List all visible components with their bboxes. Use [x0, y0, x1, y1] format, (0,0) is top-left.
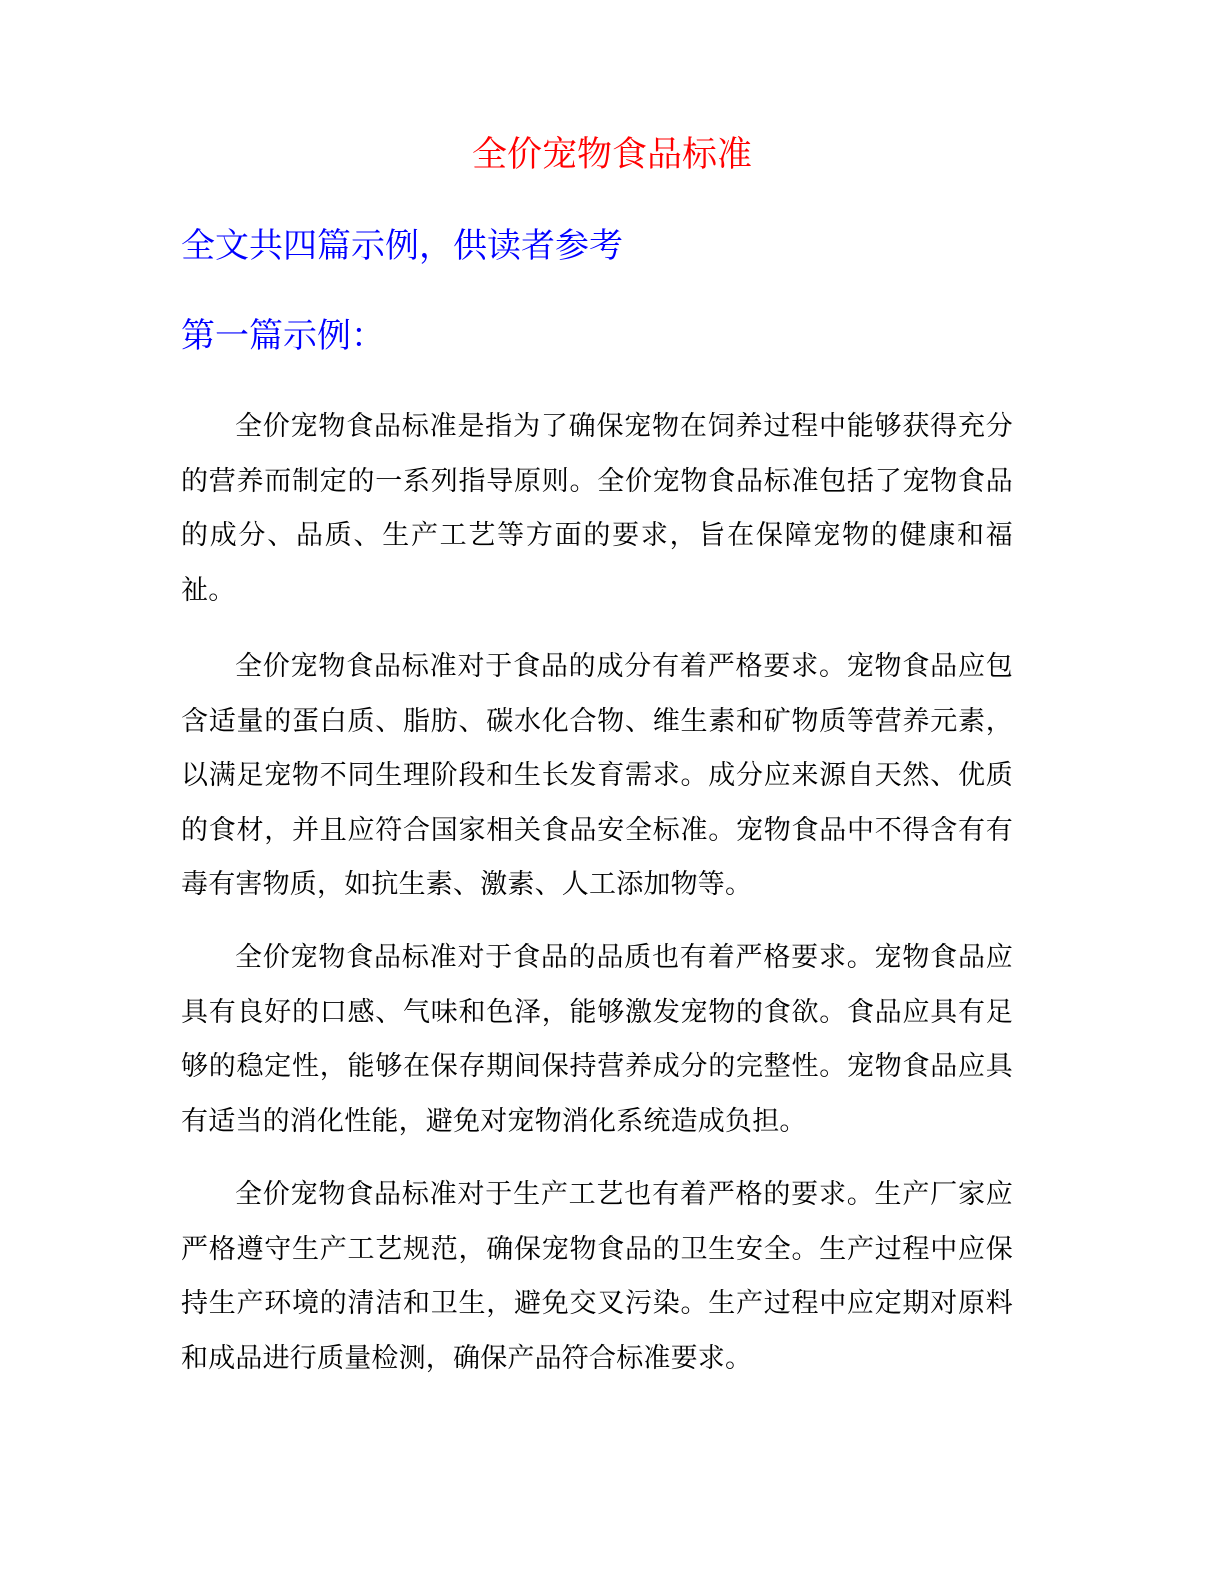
paragraph-2: 全价宠物食品标准对于食品的成分有着严格要求。宠物食品应包含适量的蛋白质、脂肪、碳水化合物、维生素和矿物质等营养元素，以满足宠物不同生理阶段和生长发育需求。成分应来源自天然、优质的食材，并且应符合国家相关食品安全标准。宠物食品中不得含有有毒有害物质，如抗生素、激素、人工添加物等。: [181, 651, 1013, 900]
intro-heading: 全文共四篇示例，供读者参考: [181, 226, 623, 266]
paragraph-1: 全价宠物食品标准是指为了确保宠物在饲养过程中能够获得充分的营养而制定的一系列指导原则。全价宠物食品标准包括了宠物食品的成分、品质、生产工艺等方面的要求，旨在保障宠物的健康和福祉。: [181, 411, 1013, 606]
section-heading: 第一篇示例：: [181, 316, 385, 356]
paragraph-4: 全价宠物食品标准对于生产工艺也有着严格的要求。生产厂家应严格遵守生产工艺规范，确保宠物食品的卫生安全。生产过程中应保持生产环境的清洁和卫生，避免交叉污染。生产过程中应定期对原料和成品进行质量检测，确保产品符合标准要求。: [181, 1179, 1013, 1374]
document-title: 全价宠物食品标准: [471, 135, 752, 175]
paragraph-3: 全价宠物食品标准对于食品的品质也有着严格要求。宠物食品应具有良好的口感、气味和色泽，能够激发宠物的食欲。食品应具有足够的稳定性，能够在保存期间保持营养成分的完整性。宠物食品应具有适当的消化性能，避免对宠物消化系统造成负担。: [181, 942, 1013, 1137]
